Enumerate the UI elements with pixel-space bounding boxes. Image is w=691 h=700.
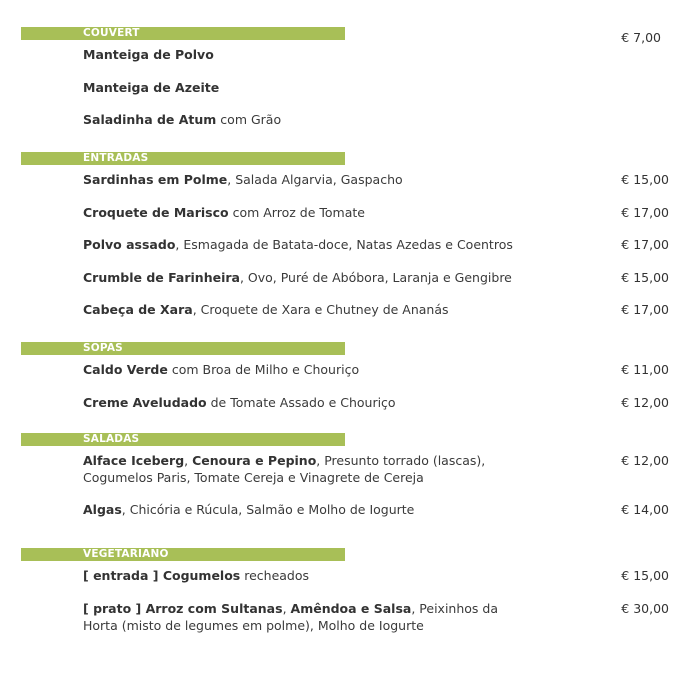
item-detail: , Ovo, Puré de Abóbora, Laranja e Gengibre bbox=[239, 269, 512, 285]
item-name: Manteiga de Azeite bbox=[83, 79, 220, 95]
menu-section-couvert bbox=[0, 27, 691, 128]
item-description bbox=[83, 269, 523, 286]
item-detail: , Salada Algarvia, Gaspacho bbox=[227, 172, 403, 187]
menu-item bbox=[83, 46, 669, 63]
item-price: € 11,00 bbox=[621, 362, 669, 377]
item-description bbox=[83, 301, 523, 318]
item-name: Sardinhas em Polme bbox=[83, 172, 228, 187]
menu-item bbox=[83, 361, 669, 378]
menu-item bbox=[83, 301, 669, 318]
section-header-bar bbox=[21, 27, 345, 40]
item-name: [ entrada ] Cogumelos bbox=[83, 568, 241, 583]
item-detail: com Broa de Milho e Chouriço bbox=[167, 362, 360, 377]
menu-item bbox=[83, 204, 669, 221]
item-price: € 17,00 bbox=[621, 302, 669, 317]
section-header-bar bbox=[21, 433, 345, 446]
item-detail: , Chicória e Rúcula, Salmão e Molho de Iogurte bbox=[121, 502, 415, 517]
menu-section-sopas bbox=[0, 342, 691, 411]
item-name: Algas bbox=[83, 502, 122, 517]
menu-item bbox=[83, 394, 669, 411]
item-description bbox=[83, 79, 523, 96]
item-price: € 15,00 bbox=[621, 269, 669, 285]
item-name: Alface Iceberg bbox=[83, 452, 185, 468]
item-description bbox=[83, 236, 523, 253]
item-name: Crumble de Farinheira bbox=[83, 269, 240, 285]
item-name: [ prato ] Arroz com Sultanas bbox=[83, 600, 283, 616]
item-price: € 14,00 bbox=[621, 502, 669, 517]
menu-item bbox=[83, 452, 669, 486]
item-detail: com Arroz de Tomate bbox=[228, 204, 365, 220]
section-header-bar bbox=[21, 548, 345, 561]
menu-section-saladas bbox=[0, 433, 691, 519]
item-price: € 30,00 bbox=[621, 600, 669, 616]
menu-item bbox=[83, 600, 669, 634]
item-description bbox=[83, 204, 523, 221]
item-description bbox=[83, 600, 523, 634]
item-description bbox=[83, 46, 523, 63]
item-description bbox=[83, 452, 523, 486]
item-name: Croquete de Marisco bbox=[83, 204, 229, 220]
menu-item bbox=[83, 236, 669, 253]
item-name: Polvo assado bbox=[83, 237, 176, 252]
item-description bbox=[83, 171, 523, 188]
section-price: € 7,00 bbox=[621, 30, 661, 45]
item-detail: com Grão bbox=[216, 112, 282, 127]
section-header-bar bbox=[21, 152, 345, 165]
menu-item bbox=[83, 171, 669, 188]
item-description bbox=[83, 361, 523, 378]
menu-item bbox=[83, 111, 669, 128]
item-description bbox=[83, 394, 523, 411]
item-detail: recheados bbox=[240, 568, 310, 583]
item-detail: , Peixinhos da Horta (misto de legumes em polme), Molho de Iogurte bbox=[83, 600, 498, 633]
item-price: € 12,00 bbox=[621, 452, 669, 468]
menu-item bbox=[83, 567, 669, 584]
menu-item bbox=[83, 79, 669, 96]
item-description bbox=[83, 567, 523, 584]
item-name: Amêndoa e Salsa bbox=[290, 600, 412, 616]
item-name: Caldo Verde bbox=[83, 362, 168, 377]
item-detail: , Esmagada de Batata-doce, Natas Azedas e Coentros bbox=[175, 237, 513, 252]
item-detail: , Presunto torrado (lascas), Cogumelos Paris, Tomate Cereja e Vinagrete de Cereja bbox=[83, 452, 486, 485]
menu-section-entradas bbox=[0, 152, 691, 318]
menu-item bbox=[83, 269, 669, 286]
item-detail: , bbox=[282, 600, 291, 616]
item-name: Manteiga de Polvo bbox=[83, 47, 214, 62]
item-price: € 17,00 bbox=[621, 237, 669, 252]
item-detail: , bbox=[184, 452, 193, 468]
section-title: ENTRADAS bbox=[83, 152, 149, 164]
menu-item bbox=[83, 501, 669, 518]
item-price: € 17,00 bbox=[621, 204, 669, 220]
item-description bbox=[83, 501, 523, 518]
item-name: Cabeça de Xara bbox=[83, 302, 193, 317]
item-description bbox=[83, 111, 523, 128]
item-price: € 15,00 bbox=[621, 568, 669, 583]
menu-section-vegetariano bbox=[0, 548, 691, 634]
item-name: Saladinha de Atum bbox=[83, 112, 217, 127]
item-detail: , Croquete de Xara e Chutney de Ananás bbox=[192, 302, 449, 317]
item-name: Cenoura e Pepino bbox=[192, 452, 317, 468]
section-title: SALADAS bbox=[83, 432, 140, 445]
section-title: VEGETARIANO bbox=[83, 548, 169, 560]
item-price: € 15,00 bbox=[621, 172, 669, 187]
item-detail: de Tomate Assado e Chouriço bbox=[206, 394, 396, 410]
section-header-bar bbox=[21, 342, 345, 355]
item-name: Creme Aveludado bbox=[83, 394, 207, 410]
section-title: COUVERT bbox=[83, 27, 140, 39]
section-title: SOPAS bbox=[83, 342, 123, 354]
item-price: € 12,00 bbox=[621, 394, 669, 410]
